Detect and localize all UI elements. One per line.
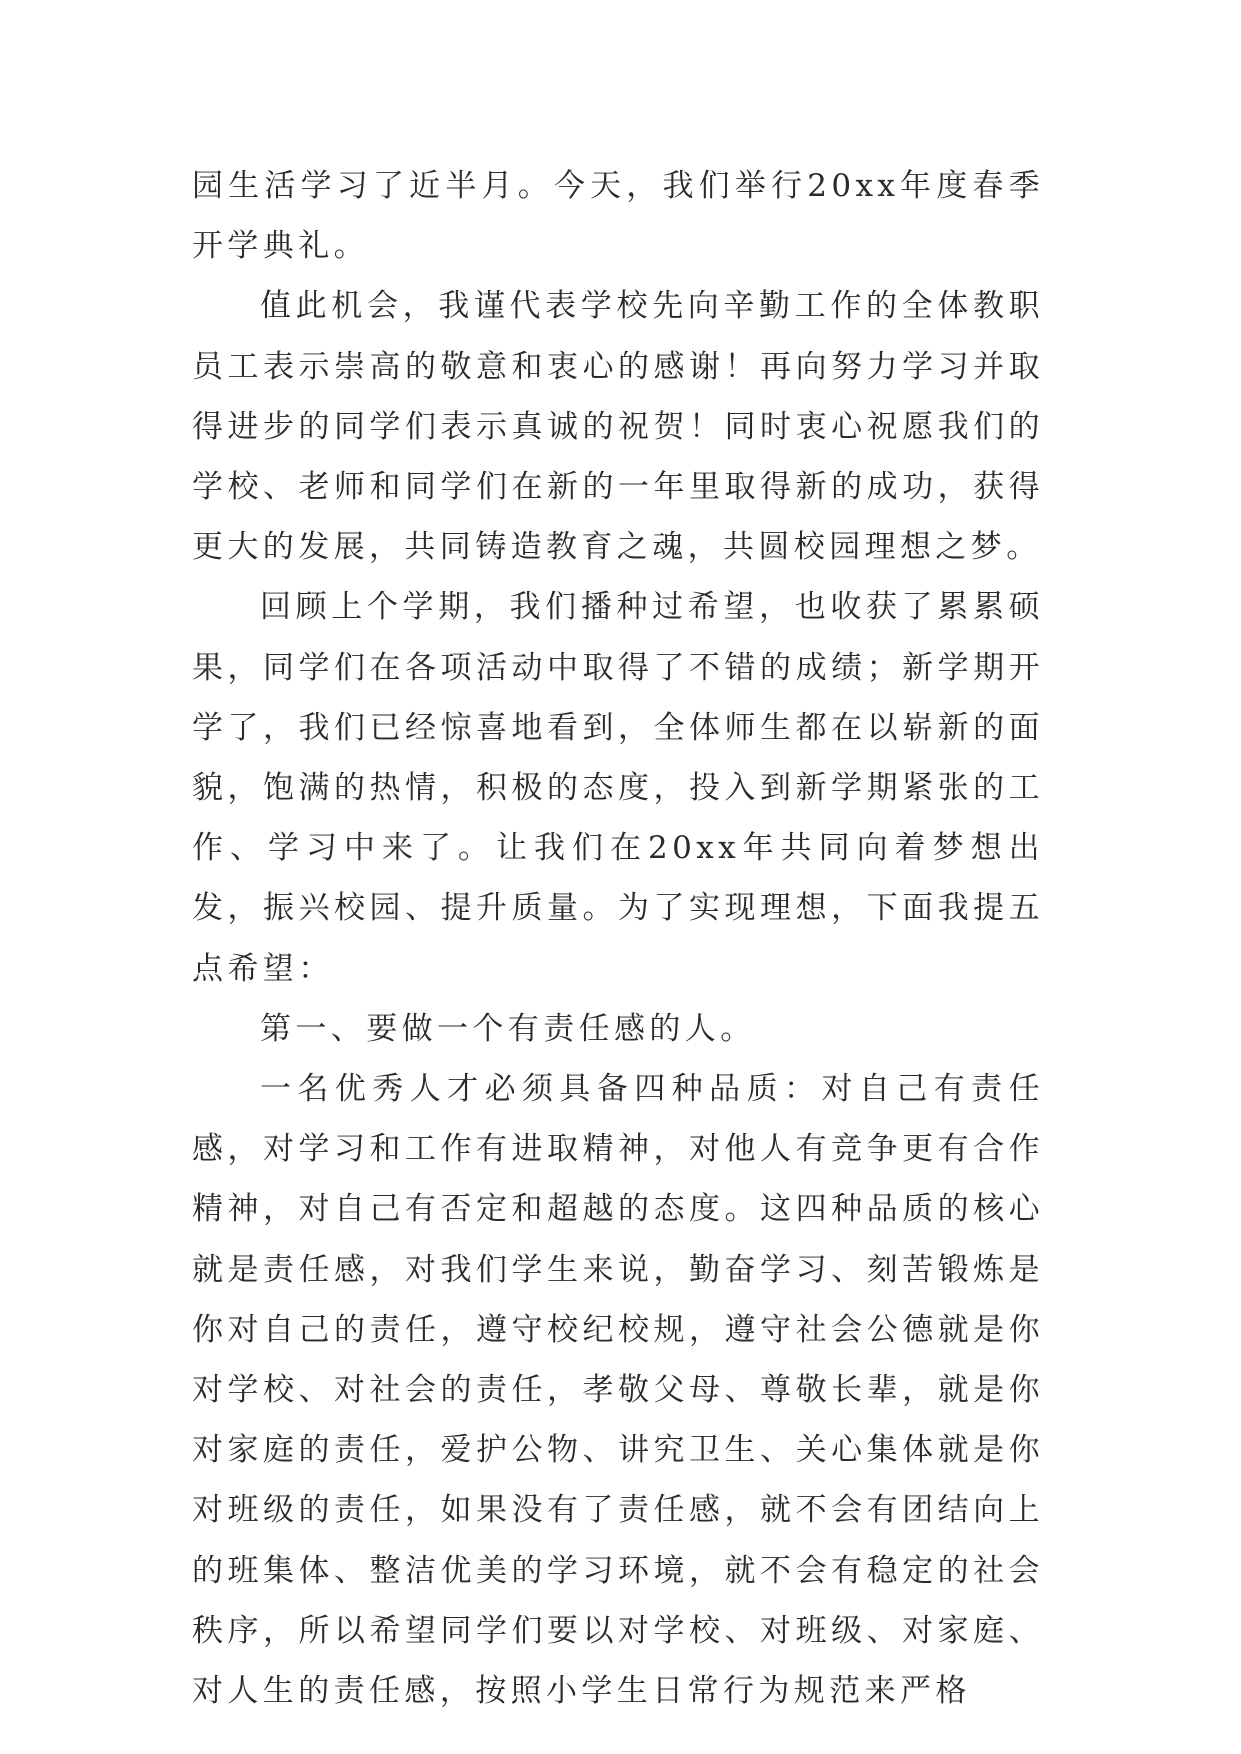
document-body (192, 156, 1044, 1721)
paragraph-point-one-heading: 第一、要做一个有责任感的人。 (260, 1010, 756, 1047)
paragraph-continuation: 园生活学习了近半月。今天，我们举行20xx年度春季开学典礼。 (192, 168, 1044, 265)
paragraph-thanks: 值此机会，我谨代表学校先向辛勤工作的全体教职员工表示崇高的敬意和衷心的感谢！再向努力学习并取得进步的同学们表示真诚的祝贺！同时衷心祝愿我们的学校、老师和同学们在新的一年里取得新的成功，获得更大的发展，共同铸造教育之魂，共圆校园理想之梦。 (192, 288, 1044, 566)
paragraph-responsibility: 一名优秀人才必须具备四种品质：对自己有责任感，对学习和工作有进取精神，对他人有竞争更有合作精神，对自己有否定和超越的态度。这四种品质的核心就是责任感，对我们学生来说，勤奋学习、刻苦锻炼是你对自己的责任，遵守校纪校规，遵守社会公德就是你对学校、对社会的责任，孝敬父母、尊敬长辈，就是你对家庭的责任，爱护公物、讲究卫生、关心集体就是你对班级的责任，如果没有了责任感，就不会有团结向上的班集体、整洁优美的学习环境，就不会有稳定的社会秩序，所以希望同学们要以对学校、对班级、对家庭、对人生的责任感，按照小学生日常行为规范来严格 (192, 1071, 1044, 1710)
paragraph-review: 回顾上个学期，我们播种过希望，也收获了累累硕果，同学们在各项活动中取得了不错的成绩；新学期开学了，我们已经惊喜地看到，全体师生都在以崭新的面貌，饱满的热情，积极的态度，投入到新学期紧张的工作、学习中来了。让我们在20xx年共同向着梦想出发，振兴校园、提升质量。为了实现理想，下面我提五点希望： (192, 589, 1044, 987)
